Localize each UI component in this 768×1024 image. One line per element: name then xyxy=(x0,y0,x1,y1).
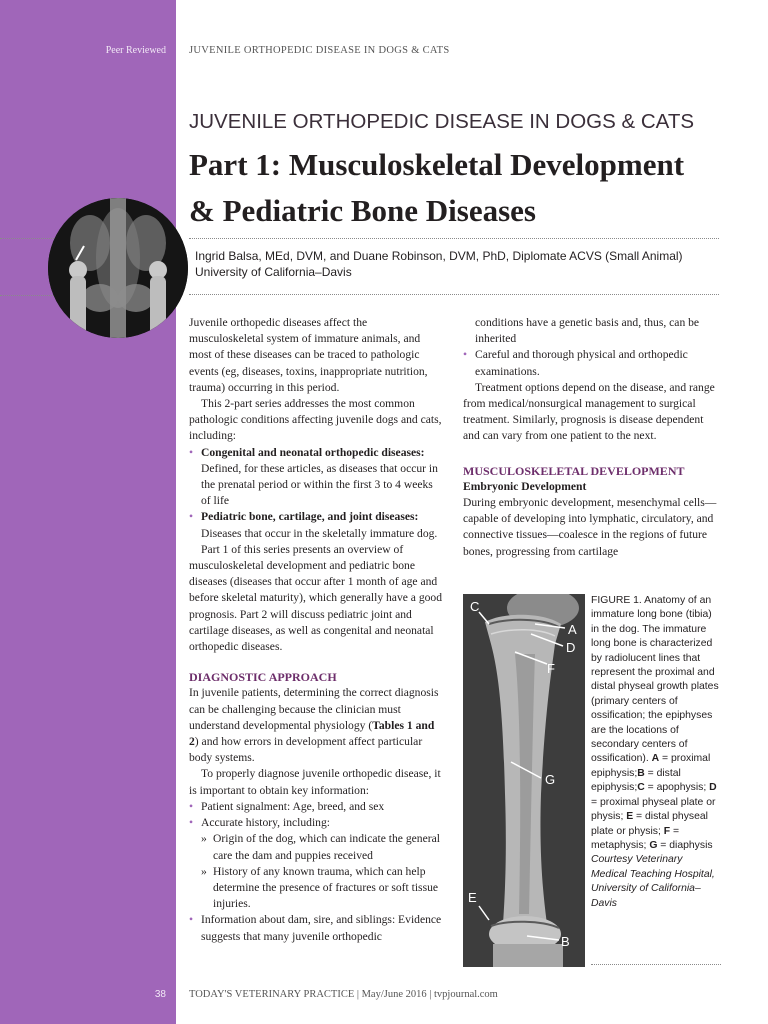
paragraph: Treatment options depend on the disease, and range from medical/nonsurgical management to surgical treatment. Similarly, prognosis is disease dependent and can vary from one patient to the next. xyxy=(463,380,715,443)
legend-value: = distal epiphysis; xyxy=(591,767,681,794)
legend-key: B xyxy=(637,767,645,779)
legend-value: = distal physeal plate or physis; xyxy=(591,811,708,837)
section-heading-musculoskeletal: MUSCULOSKELETAL DEVELOPMENT xyxy=(463,463,685,478)
paragraph xyxy=(189,685,444,766)
legend-value: = diaphysis xyxy=(657,839,713,851)
figure-label-a: A xyxy=(568,622,577,637)
figure-label-g: G xyxy=(545,772,556,787)
caption-legend xyxy=(591,753,717,850)
tibia-xray-figure xyxy=(463,594,585,967)
figure-caption xyxy=(591,594,721,911)
bullet-title: Congenital and neonatal orthopedic diseases: xyxy=(201,445,425,459)
legend-value: = apophysis; xyxy=(644,782,710,794)
list-subitem: » Origin of the dog, which can indicate the general care the dam and puppies received xyxy=(189,831,444,863)
legend-value: = metaphysis; xyxy=(591,825,680,851)
paragraph: During embryonic development, mesenchymal cells—capable of developing into lymphatic, circulatory, and connective tissues—coalesce in the regions of future bones, progressing from cartilage xyxy=(463,496,717,558)
legend-key: A xyxy=(651,753,660,765)
legend-key: D xyxy=(709,782,717,794)
divider xyxy=(591,964,721,965)
column-left xyxy=(189,315,444,945)
paragraph: To properly diagnose juvenile orthopedic disease, it is important to obtain key information: xyxy=(189,767,441,797)
authors: Ingrid Balsa, MEd, DVM, and Duane Robinson, DVM, PhD, Diplomate ACVS (Small Animal) xyxy=(195,249,683,263)
legend-key: C xyxy=(637,782,645,794)
table-reference: Tables 1 and 2 xyxy=(189,718,435,749)
column-right xyxy=(463,315,718,560)
series-title: JUVENILE ORTHOPEDIC DISEASE IN DOGS & CATS xyxy=(189,110,695,133)
subheading-embryonic: Embryonic Development xyxy=(463,479,587,493)
list-item xyxy=(189,445,444,510)
conditions-list xyxy=(189,445,444,542)
author-block xyxy=(195,248,735,280)
caption-heading: FIGURE 1. xyxy=(591,595,642,606)
sidebar xyxy=(0,0,176,1024)
title-line-2: & Pediatric Bone Diseases xyxy=(189,193,536,228)
figure-label-b: B xyxy=(561,934,570,949)
affiliation: University of California–Davis xyxy=(195,265,352,279)
running-head: JUVENILE ORTHOPEDIC DISEASE IN DOGS & CATS xyxy=(189,45,450,56)
figure-label-f: F xyxy=(547,661,555,676)
exam-list xyxy=(463,347,718,379)
list-item: • Accurate history, including: xyxy=(189,815,444,831)
key-info-list xyxy=(189,799,444,945)
list-item: • Patient signalment: Age, breed, and sex xyxy=(189,799,444,815)
page-number: 38 xyxy=(154,989,166,1000)
bullet-title: Pediatric bone, cartilage, and joint diseases: xyxy=(201,510,419,524)
legend-value: = proximal epiphysis; xyxy=(591,753,711,779)
page-footer: TODAY'S VETERINARY PRACTICE | May/June 2016 | tvpjournal.com xyxy=(189,989,498,1000)
paragraph: conditions have a genetic basis and, thus, can be inherited xyxy=(475,316,700,346)
figure-label-e: E xyxy=(468,890,477,905)
list-item: • Careful and thorough physical and orthopedic examinations. xyxy=(463,347,718,379)
legend-key: G xyxy=(649,839,658,851)
legend-key: E xyxy=(626,811,634,823)
paragraph: Part 1 of this series presents an overview of musculoskeletal development and pediatric bone diseases (diseases that occur after 1 month of age and before skeletal maturity), which generally have a good prognosis. Part 2 will discuss pediatric joint and cartilage diseases, as well as congenital and neonatal orthopedic diseases. xyxy=(189,542,443,654)
page-title xyxy=(189,142,749,234)
list-item: • Information about dam, sire, and siblings: Evidence suggests that many juvenile orthopedic xyxy=(189,912,444,944)
title-line-1: Part 1: Musculoskeletal Development xyxy=(189,147,685,182)
legend-value: = proximal physeal plate or physis; xyxy=(591,796,716,823)
paragraph: This 2-part series addresses the most common pathologic conditions affecting juvenile dogs and cats, including: xyxy=(189,397,442,443)
text-run: ) and how errors in development affect particular body systems. xyxy=(189,735,423,765)
section-heading-diagnostic: DIAGNOSTIC APPROACH xyxy=(189,670,337,685)
list-subitem: » History of any known trauma, which can help determine the presence of fractures or soft tissue injuries. xyxy=(189,864,444,913)
divider xyxy=(189,238,719,239)
legend-key: F xyxy=(663,825,671,837)
divider xyxy=(189,294,719,295)
pelvis-xray-image xyxy=(48,198,188,338)
list-item xyxy=(189,509,444,541)
figure-label-d: D xyxy=(566,640,576,655)
figure-label-c: C xyxy=(470,599,480,614)
paragraph: Juvenile orthopedic diseases affect the musculoskeletal system of immature animals, and most of these diseases can be traced to pathologic events (eg, diseases, toxins, inappropriate nutrition, trauma) occurring in this period. xyxy=(189,316,428,394)
bullet-text: Diseases that occur in the skeletally immature dog. xyxy=(201,526,438,540)
caption-credit: Courtesy Veterinary Medical Teaching Hospital, University of California–Davis xyxy=(591,854,715,909)
bullet-text: Defined, for these articles, as diseases that occur in the prenatal period or within the first 3 to 4 weeks of life xyxy=(201,461,438,508)
text-run: In juvenile patients, determining the correct diagnosis can be challenging because the clinician must understand developmental physiology ( xyxy=(189,686,439,732)
peer-reviewed-label: Peer Reviewed xyxy=(105,45,166,56)
caption-body: Anatomy of an immature long bone (tibia) in the dog. The immature long bone is characterized by radiolucent lines that represent the proximal and distal physeal growth plates (primary centers of ossification; the epiphyses are the locations of secondary centers of ossification). xyxy=(591,595,719,765)
